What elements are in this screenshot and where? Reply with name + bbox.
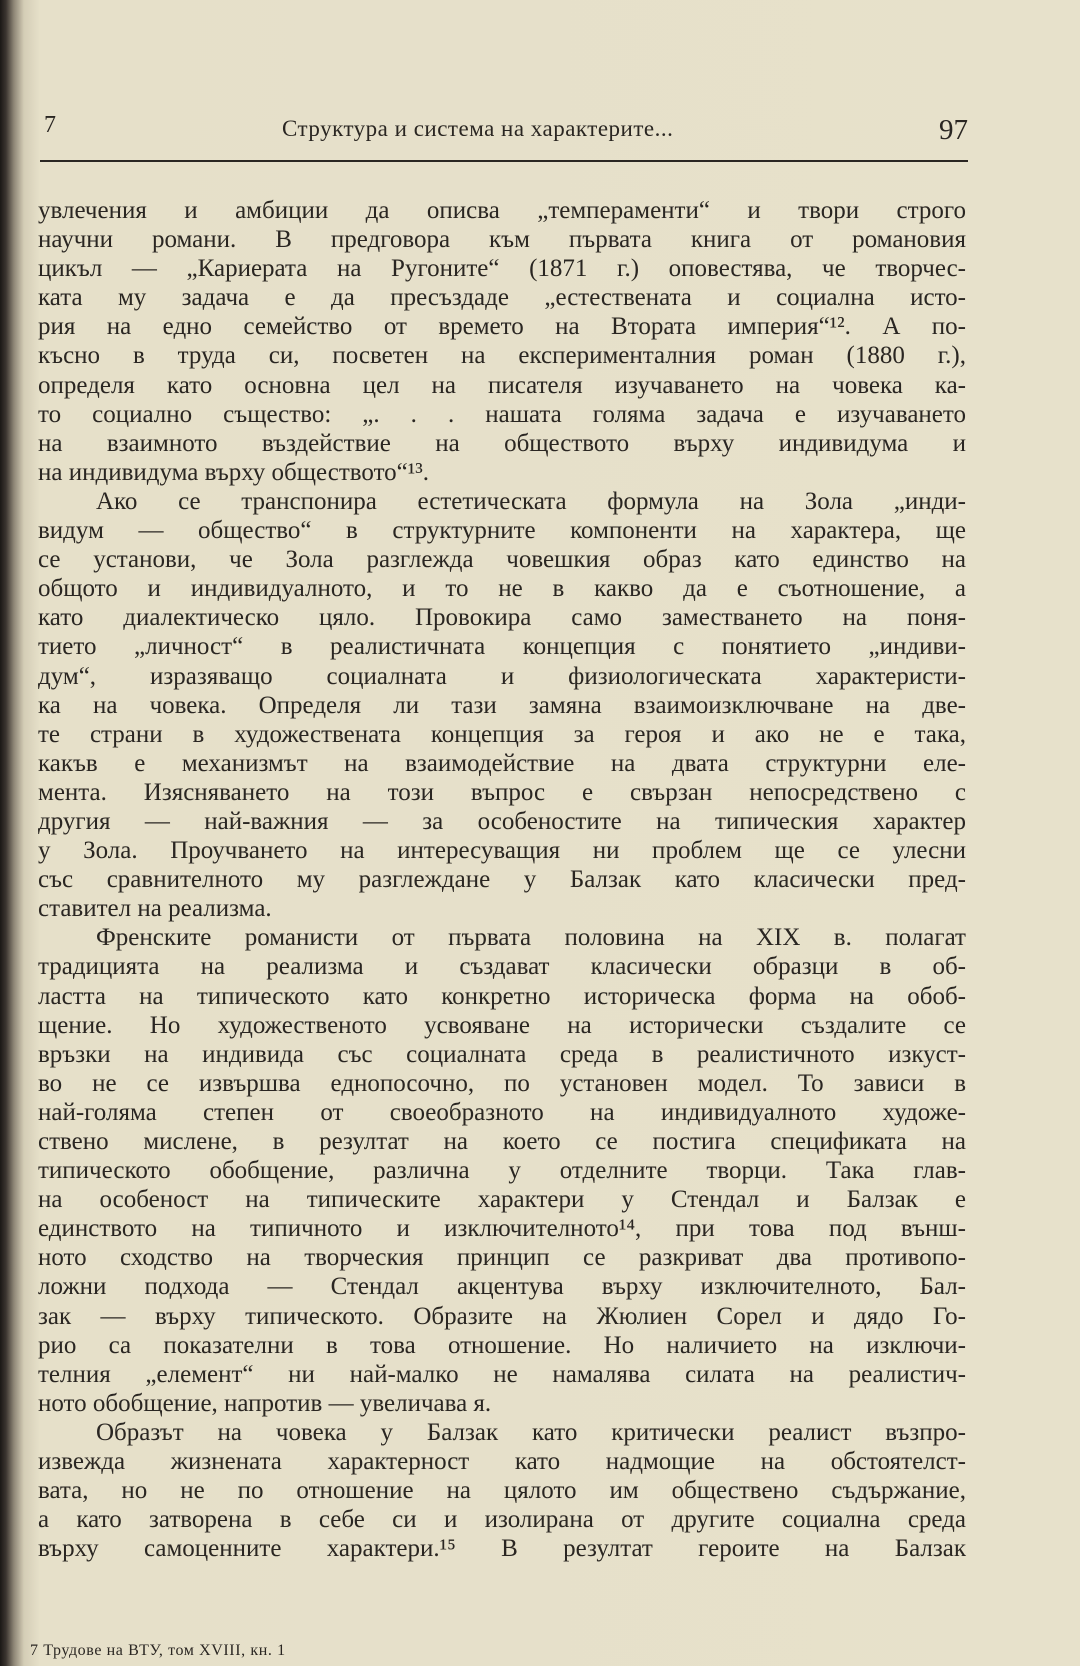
text-line: върху самоценните характери.¹⁵ В резултат героите на Балзак <box>38 1535 966 1563</box>
text-line: то социално същество: „. . . нашата голяма задача е изучаването <box>38 400 966 428</box>
text-line: се установи, че Зола разглежда човешкия образ като единство на <box>38 546 966 574</box>
text-line: определя като основна цел на писателя изучаването на човека ка- <box>38 371 966 399</box>
text-line: ствено мислене, в резултат на което се постига спецификата на <box>38 1128 966 1155</box>
text-line: извежда жизнената характерност като надмощие на обстоятелст- <box>38 1448 966 1476</box>
text-line: а като затворена в себе си и изолирана от другите социална среда <box>38 1506 966 1534</box>
text-line: щение. Но художественото усвояване на исторически създалите се <box>38 1011 966 1039</box>
body-text <box>38 196 966 1563</box>
text-line: общото и индивидуалното, и то не в какво да е съотношение, а <box>38 575 966 603</box>
text-line: Френските романисти от първата половина на XIX в. полагат <box>96 924 966 952</box>
text-line: те страни в художествената концепция за героя и ако не е така, <box>38 720 966 748</box>
text-line: другия — най-важния — за особеностите на типическия характер <box>38 807 966 835</box>
text-line: Ако се транспонира естетическата формула на Зола „инди- <box>96 487 966 515</box>
text-line: зак — върху типическото. Образите на Жюлиен Сорел и дядо Го- <box>38 1302 966 1330</box>
text-line: увлечения и амбиции да описва „темпераменти“ и твори строго <box>38 197 966 224</box>
text-line: най-голяма степен от своеобразното на индивидуалното художе- <box>38 1098 966 1126</box>
text-line: ното сходство на творческия принцип се разкриват два противопо- <box>38 1244 966 1272</box>
text-line: вата, но не по отношение на цялото им обществено съдържание, <box>38 1477 966 1505</box>
text-line: ластта на типическото като конкретно историческа форма на обоб- <box>38 982 966 1010</box>
text-line: на особеност на типическите характери у Стендал и Балзак е <box>38 1186 966 1214</box>
text-line: късно в труда си, посветен на експерименталния роман (1880 г.), <box>38 342 966 370</box>
text-line: видум — общество“ в структурните компоненти на характера, ще <box>38 517 966 545</box>
text-line: със сравнителното му разглеждане у Балзак като класически пред- <box>38 866 966 894</box>
text-line: во не се извършва еднопосочно, по установен модел. То зависи в <box>38 1069 966 1097</box>
text-line: единството на типичното и изключителното¹⁴, при това под външ- <box>38 1215 966 1243</box>
text-line: у Зола. Проучването на интересуващия ни проблем ще се улесни <box>38 837 966 865</box>
footer-signature: 7 Трудове на ВТУ, том XVIII, кн. 1 <box>30 1642 286 1659</box>
text-line: рио са показателни в това отношение. Но наличието на изключи- <box>38 1331 966 1359</box>
text-line: връзки на индивида със социалната среда в реалистичното изкуст- <box>38 1040 966 1068</box>
text-line: като диалектическо цяло. Провокира само заместването на поня- <box>38 604 966 632</box>
text-line: мента. Изясняването на този въпрос е свързан непосредствено с <box>38 778 966 806</box>
text-line: телния „елемент“ ни най-малко не намалява силата на реалистич- <box>38 1360 966 1388</box>
text-line: дум“, изразяващо социалната и физиологическата характеристи- <box>38 662 966 690</box>
text-line: ка на човека. Определя ли тази замяна взаимоизключване на две- <box>38 691 966 719</box>
text-line: рия на едно семейство от времето на Втората империя“¹². А по- <box>38 313 966 341</box>
page-number: 97 <box>939 114 968 146</box>
text-line: традицията на реализма и създават класически образци в об- <box>38 953 966 981</box>
text-line: цикъл — „Кариерата на Ругоните“ (1871 г.) оповестява, че творчес- <box>38 255 966 283</box>
text-line: на взаимното въздействие на обществото върху индивидума и <box>38 429 966 457</box>
text-line: какъв е механизмът на взаимодействие на двата структурни еле- <box>38 749 966 777</box>
text-line: на индивидума върху обществото“¹³. <box>38 458 430 486</box>
chapter-number: 7 <box>44 112 56 138</box>
header-rule <box>40 160 968 162</box>
text-line: ното обобщение, напротив — увеличава я. <box>38 1389 492 1417</box>
text-line: научни романи. В предговора към първата книга от романовия <box>38 226 966 254</box>
text-line: ложни подхода — Стендал акцентува върху изключителното, Бал- <box>38 1273 966 1301</box>
text-line: ставител на реализма. <box>38 895 272 923</box>
text-line: тието „личност“ в реалистичната концепция с понятието „индиви- <box>38 633 966 661</box>
text-line: ката му задача е да пресъздаде „естествената и социална исто- <box>38 284 966 312</box>
running-head <box>38 112 968 152</box>
running-title: Структура и система на характерите... <box>282 116 674 141</box>
text-line: Образът на човека у Балзак като критически реалист възпро- <box>96 1418 966 1446</box>
text-line: типическото обобщение, различна у отделните творци. Така глав- <box>38 1157 966 1185</box>
